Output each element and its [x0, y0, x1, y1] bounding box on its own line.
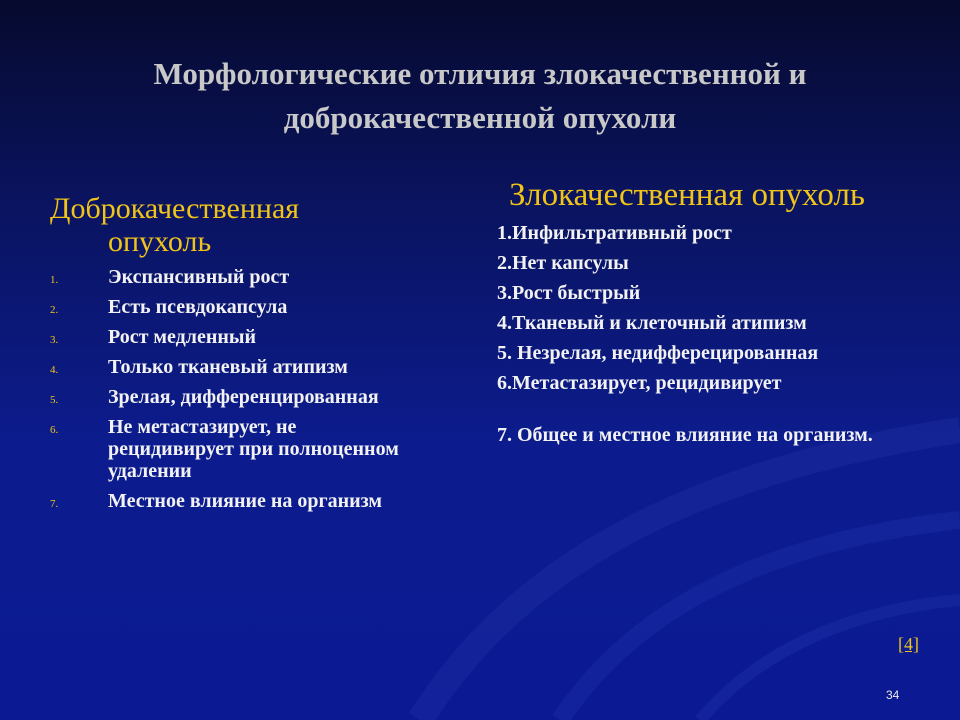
- list-item: [50, 296, 400, 318]
- list-item-number: 6.: [50, 424, 59, 436]
- list-item: 5. Незрелая, недифферецированная: [497, 342, 819, 364]
- list-item-number: 7.: [50, 498, 59, 510]
- list-item: 3.Рост быстрый: [497, 282, 641, 304]
- list-item-text: Есть псевдокапсула: [108, 296, 288, 318]
- benign-heading: Доброкачественная опухоль: [50, 192, 300, 258]
- list-item: 4.Тканевый и клеточный атипизм: [497, 312, 807, 334]
- list-item: 6.Метастазирует, рецидивирует: [497, 372, 782, 394]
- list-item-number: 1.: [50, 274, 59, 286]
- list-item-text: Зрелая, дифференцированная: [108, 386, 379, 408]
- slide-title: Морфологические отличия злокачественной и доброкачественной опухоли: [153, 56, 807, 135]
- list-item-text: Местное влияние на организм: [108, 490, 383, 512]
- benign-list: [50, 266, 400, 512]
- list-item-number: 5.: [50, 394, 59, 406]
- page-number: 34: [886, 688, 900, 702]
- malignant-list: [497, 222, 917, 446]
- list-item-text: Только тканевый атипизм: [108, 356, 348, 378]
- list-item: [50, 386, 400, 408]
- malignant-heading: Злокачественная опухоль: [509, 177, 865, 213]
- list-item: [50, 416, 400, 482]
- list-item: [50, 356, 400, 378]
- list-item-text: Экспансивный рост: [108, 266, 290, 288]
- list-item: 2.Нет капсулы: [497, 252, 629, 274]
- reference-link[interactable]: [4]: [898, 634, 919, 654]
- list-item: 1.Инфильтративный рост: [497, 222, 732, 244]
- list-item: [50, 266, 400, 288]
- list-item-text: Не метастазирует, не рецидивирует при полноценном удалении: [108, 416, 399, 482]
- list-item-number: 3.: [50, 334, 59, 346]
- list-item: [50, 490, 400, 512]
- list-item-number: 2.: [50, 304, 59, 316]
- list-item-number: 4.: [50, 364, 59, 376]
- benign-column: [50, 192, 400, 520]
- list-item-text: Рост медленный: [108, 326, 257, 348]
- list-item: [50, 326, 400, 348]
- list-item: 7. Общее и местное влияние на организм.: [497, 424, 873, 446]
- malignant-column: [497, 178, 917, 454]
